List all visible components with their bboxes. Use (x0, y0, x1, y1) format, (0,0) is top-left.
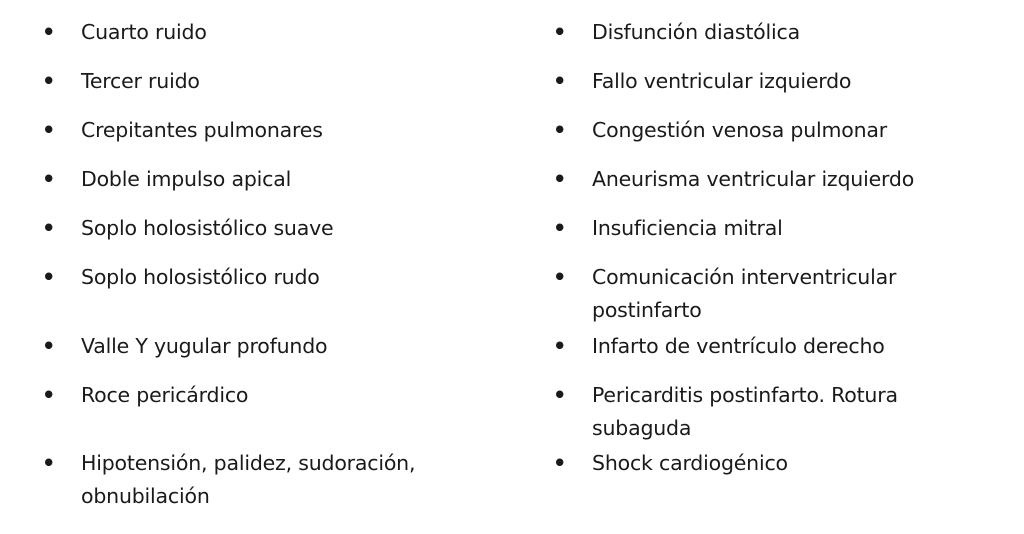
meaning-text: Disfunción diastólica (592, 20, 800, 44)
bullet-icon: • (553, 69, 567, 93)
meaning-text: Shock cardiogénico (592, 451, 788, 475)
bullet-icon: • (553, 216, 567, 240)
sign-text: Roce pericárdico (81, 383, 249, 407)
sign-text: Tercer ruido (81, 69, 200, 93)
bullet-icon: • (42, 265, 56, 289)
sign-text: Crepitantes pulmonares (81, 118, 323, 142)
bullet-icon: • (42, 20, 56, 44)
bullet-icon: • (42, 69, 56, 93)
bullet-icon: • (553, 118, 567, 142)
meaning-text: Pericarditis postinfarto. Rotura subaguda (592, 383, 898, 440)
bullet-icon: • (42, 383, 56, 407)
bullet-icon: • (42, 451, 56, 475)
meaning-text: Insuficiencia mitral (592, 216, 783, 240)
bullet-icon: • (42, 118, 56, 142)
bullet-icon: • (553, 265, 567, 289)
bullet-icon: • (42, 167, 56, 191)
meaning-text: Aneurisma ventricular izquierdo (592, 167, 915, 191)
meaning-text: Fallo ventricular izquierdo (592, 69, 852, 93)
bullet-icon: • (553, 334, 567, 358)
bullet-icon: • (42, 216, 56, 240)
sign-text: Doble impulso apical (81, 167, 292, 191)
sign-text: Valle Y yugular profundo (81, 334, 328, 358)
bullet-icon: • (553, 383, 567, 407)
sign-text: Soplo holosistólico suave (81, 216, 334, 240)
bullet-icon: • (553, 451, 567, 475)
sign-text: Cuarto ruido (81, 20, 207, 44)
bullet-icon: • (553, 20, 567, 44)
meaning-text: Comunicación interventricular postinfarto (592, 265, 897, 322)
sign-text: Hipotensión, palidez, sudoración, obnubilación (81, 451, 416, 508)
bullet-icon: • (42, 334, 56, 358)
sign-text: Soplo holosistólico rudo (81, 265, 320, 289)
meaning-text: Congestión venosa pulmonar (592, 118, 887, 142)
meaning-text: Infarto de ventrículo derecho (592, 334, 885, 358)
bullet-icon: • (553, 167, 567, 191)
